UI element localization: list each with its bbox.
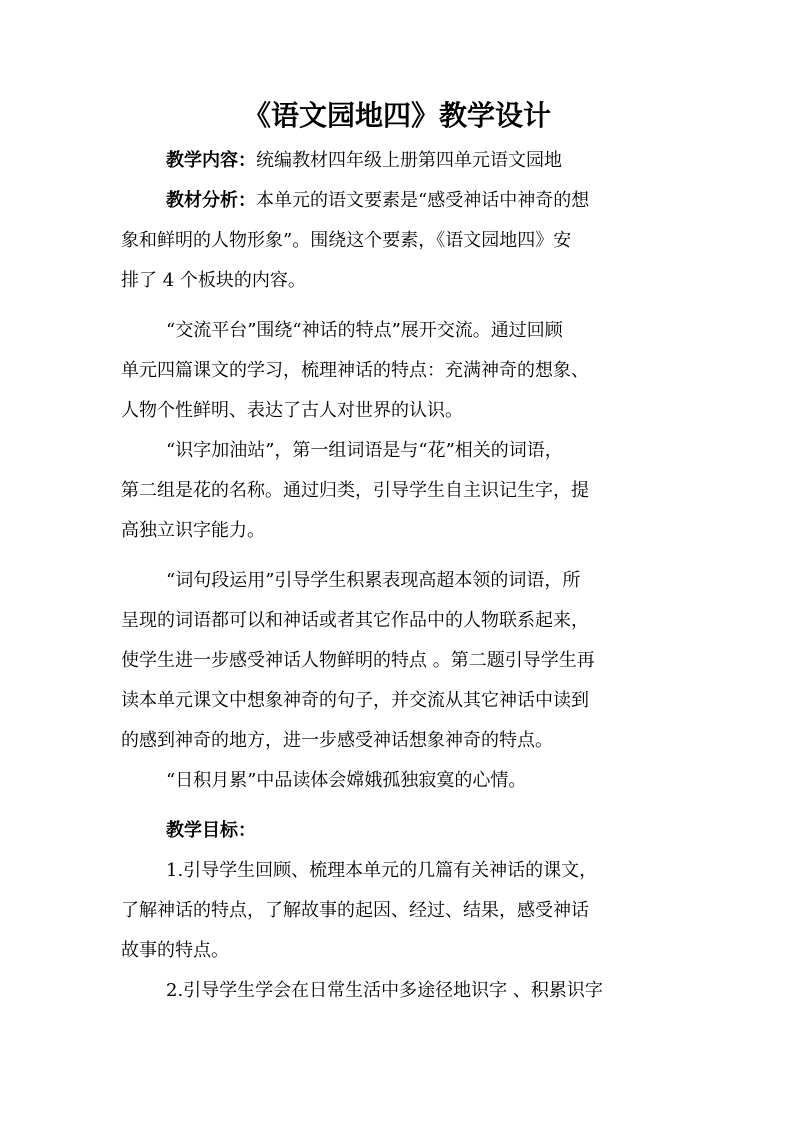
analysis-label: 教材分析： [166, 190, 256, 211]
usage-line-1: “词句段运用”引导学生积累表现高超本领的词语，所 [166, 570, 581, 591]
goal-1-line-1: 1.引导学生回顾、梳理本单元的几篇有关神话的课文， [166, 860, 598, 881]
literacy-line-3: 高独立识字能力。 [121, 520, 265, 541]
literacy-line-1: “识字加油站”，第一组词语是与“花”相关的词语， [166, 440, 563, 461]
usage-line-5: 的感到神奇的地方，进一步感受神话想象神奇的特点。 [121, 730, 553, 751]
exchange-line-3: 人物个性鲜明、表达了古人对世界的认识。 [121, 400, 463, 421]
page-title: 《语文园地四》教学设计 [242, 99, 551, 132]
goal-1-line-3: 故事的特点。 [121, 940, 229, 961]
analysis-text-1: 本单元的语文要素是“感受神话中神奇的想 [256, 190, 590, 211]
analysis-line-2: 象和鲜明的人物形象”。围绕这个要素，《语文园地四》安 [121, 230, 572, 251]
analysis-line-1 [166, 186, 686, 216]
goal-1-line-2: 了解神话的特点，了解故事的起因、经过、结果，感受神话 [121, 900, 589, 921]
content-text: 统编教材四年级上册第四单元语文园地 [256, 150, 562, 171]
goals-label: 教学目标： [166, 820, 256, 841]
analysis-line-3: 排了 4 个板块的内容。 [121, 270, 306, 291]
exchange-line-2: 单元四篇课文的学习，梳理神话的特点：充满神奇的想象、 [121, 360, 589, 381]
goal-2-line-1: 2.引导学生学会在日常生活中多途径地识字 、积累识字 [166, 980, 603, 1001]
content-label: 教学内容： [166, 150, 256, 171]
exchange-line-1: “交流平台”围绕“神话的特点”展开交流。通过回顾 [166, 320, 563, 341]
accumulate-line-1: “日积月累”中品读体会嫦娥孤独寂寞的心情。 [166, 770, 527, 791]
usage-line-4: 读本单元课文中想象神奇的句子，并交流从其它神话中读到 [121, 690, 589, 711]
content-line [166, 146, 686, 176]
usage-line-2: 呈现的词语都可以和神话或者其它作品中的人物联系起来， [121, 610, 589, 631]
usage-line-3: 使学生进一步感受神话人物鲜明的特点 。第二题引导学生再 [121, 650, 595, 671]
literacy-line-2: 第二组是花的名称。通过归类，引导学生自主识记生字，提 [121, 480, 589, 501]
